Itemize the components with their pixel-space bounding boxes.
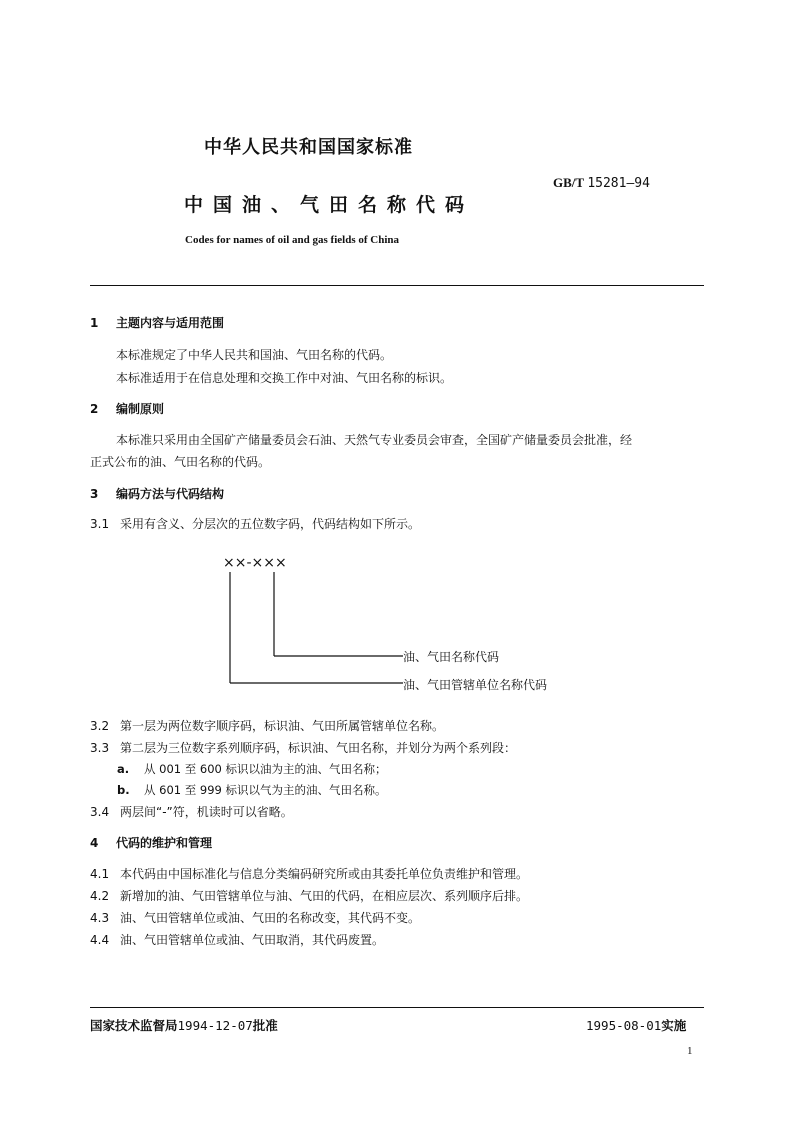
section-number: 1 [90,316,99,330]
item-4-3 [90,909,420,926]
item-number: 3.1 [90,517,110,531]
item-text: 两层间“-”符，机读时可以省略。 [120,805,293,819]
item-number: 3.3 [90,741,110,755]
item-3-4 [90,803,293,820]
item-text: 油、气田管辖单位或油、气田取消，其代码废置。 [120,933,385,947]
item-number: 3.2 [90,719,110,733]
section-title: 主题内容与适用范围 [116,316,225,330]
section-title: 编码方法与代码结构 [116,487,225,501]
section-2-paragraph-line-1: 本标准只采用由全国矿产储量委员会石油、天然气专业委员会审查，全国矿产储量委员会批准，经 [116,433,633,447]
page-number: 1 [687,1045,693,1057]
item-number: 4.3 [90,911,110,925]
section-number: 3 [90,487,99,501]
document-title-en: Codes for names of oil and gas fields of China [185,234,400,246]
sub-item-label: b. [117,783,130,797]
section-title: 编制原则 [116,402,165,416]
item-number: 4.1 [90,867,110,881]
item-number: 4.4 [90,933,110,947]
code-structure-pattern: ××-××× [223,555,287,571]
sub-item-b [117,782,387,798]
approval-suffix: 批准 [252,1018,278,1033]
sub-item-text: 从 001 至 600 标识以油为主的油、气田名称； [144,762,387,776]
effective-date: 1995-08-01 [586,1018,662,1033]
item-text: 新增加的油、气田管辖单位与油、气田的代码，在相应层次、系列顺序后排。 [120,889,529,903]
item-text: 第一层为两位数字顺序码，标识油、气田所属管辖单位名称。 [120,719,445,733]
effective-suffix: 实施 [661,1018,687,1033]
item-number: 3.4 [90,805,110,819]
section-number: 4 [90,836,99,850]
item-number: 4.2 [90,889,110,903]
item-4-4 [90,931,384,948]
item-text: 第二层为三位数字系列顺序码，标识油、气田名称，并划分为两个系列段： [120,741,517,755]
item-text: 本代码由中国标准化与信息分类编码研究所或由其委托单位负责维护和管理。 [120,867,529,881]
item-text: 采用有含义、分层次的五位数字码，代码结构如下所示。 [120,517,421,531]
diagram-label-field-code: 油、气田名称代码 [403,650,500,664]
effective-line [586,1016,686,1034]
sub-item-a [117,761,387,777]
sub-item-text: 从 601 至 999 标识以气为主的油、气田名称。 [144,783,387,797]
item-text: 油、气田管辖单位或油、气田的名称改变，其代码不变。 [120,911,421,925]
item-4-1 [90,865,528,882]
item-3-2 [90,717,444,734]
standard-code-number: 15281—94 [587,176,650,191]
approval-org: 国家技术监督局 [90,1018,178,1033]
document-title-zh: 中国油、气田名称代码 [184,194,475,216]
section-2-paragraph-line-2: 正式公布的油、气田名称的代码。 [90,455,271,469]
approval-line [90,1016,278,1034]
section-number: 2 [90,402,99,416]
item-3-3 [90,739,516,756]
standard-body-title: 中华人民共和国国家标准 [204,137,413,158]
section-title: 代码的维护和管理 [116,836,213,850]
section-1-paragraph-2: 本标准适用于在信息处理和交换工作中对油、气田名称的标识。 [116,371,453,385]
approval-date: 1994-12-07 [177,1018,253,1033]
section-4-heading [90,834,212,851]
footer-divider [90,1007,704,1008]
section-1-paragraph-1: 本标准规定了中华人民共和国油、气田名称的代码。 [116,348,393,362]
item-4-2 [90,887,528,904]
diagram-label-unit-code: 油、气田管辖单位名称代码 [403,678,548,692]
sub-item-label: a. [117,762,130,776]
standard-code-prefix: GB/T [553,175,585,190]
